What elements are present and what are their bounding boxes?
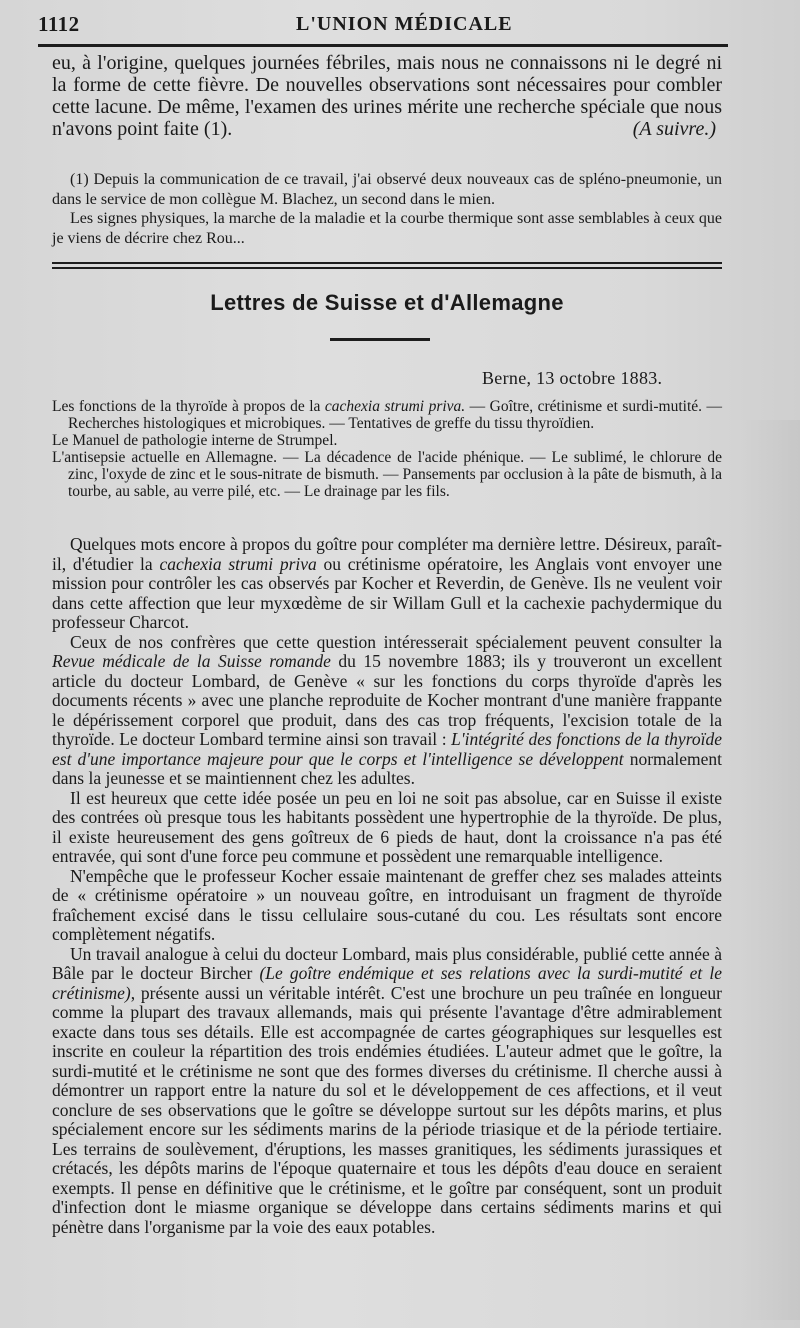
body-italic: L'intégrité des fonctions de la thyroïde est d'une importance majeure pour que le corps et l'intelligence se développent [52,729,722,769]
body-italic: (Le goître endémique et ses relations avec la surdi-mutité et le crétinisme) [52,963,723,1003]
summary-item [52,398,722,432]
running-title: L'UNION MÉDICALE [296,13,513,35]
body-paragraph: N'empêche que le professeur Kocher essaie maintenant de greffer chez ses malades atteints de « crétinisme opératoire » un nouveau goître, en introduisant un fragment de thyroïde fraîchement excisé dans le tissu cellulaire sous-cutané du cou. Les résultats sont encore complètement négatifs. [52,865,722,944]
header-rule [38,44,728,47]
summary-text: Les fonctions de la thyroïde à propos de la [52,398,321,415]
summary-item: L'antisepsie actuelle en Allemagne. — La décadence de l'acide phénique. — Le sublimé, le chlorure de zinc, l'oxyde de zinc et le sous-nitrate de bismuth. — Pansements par occlusion à la pâte de bismuth, à la tourbe, au sable, au verre pilé, etc. — Le drainage par les fils. [52,449,722,500]
continuation-paragraph [52,52,722,140]
page-header [38,10,728,40]
dateline: Berne, 13 octobre 1883. [482,368,663,388]
summary-item: Le Manuel de pathologie interne de Strumpel. [52,432,338,449]
body-italic: Revue médicale de la Suisse romande [52,651,331,671]
section-divider-bottom [52,267,722,269]
summary-italic: cachexia strumi priva. [324,398,466,415]
body-paragraph [52,633,722,789]
a-suivre-note: (A suivre.) [632,118,716,140]
body-paragraph: Il est heureux que cette idée posée un peu en loi ne soit pas absolue, car en Suisse il existe des contrées où presque tous les habitants possèdent une hypertrophie de la thyroïde. De plus, il existe heureusement des gens goîtreux de 6 pieds de haut, dont la croissance n'a pas été entravée, qui sont d'une force peu commune et possèdent une remarquable intelligence. [52,787,722,866]
footnote [52,170,722,248]
body-text: , présente aussi un véritable intérêt. C'est une brochure un peu traînée en longueur comme la plupart des travaux allemands, mais qui présente l'avantage d'être admirablement exacte dans tous ses détails. Elle est accompagnée de cartes géographiques sur lesquelles est inscrite en couleur la répartition des trois endémies étudiées. L'auteur admet que le goître, la surdi-mutité et le crétinisme ne sont que des formes diverses du crétinisme. Il cherche aussi à démontrer un rapport entre la nature du sol et le développement de ces affections, et il veut conclure de ses observations que le goître se développe surtout sur les dépôts marins, et plus spécialement encore sur les sédiments marins de la période triasique et de la période tertiaire. Les terrains de soulèvement, d'éruptions, les masses granitiques, les sédiments jurassiques et crétacés, les dépôts marins de l'époque quaternaire et tous les dépôts d'eau douce en seraient exempts. Il pense en définitive que le crétinisme, et le goître par conséquent, sont un produit d'infection dont le miasme organique se développe dans certains sédiments marins et qui pénètre dans l'organisme par la voie des eaux potables. [52,982,722,1237]
article-summary [52,398,722,500]
page-shading [740,420,800,1320]
body-text: Ceux de nos confrères que cette question intéresserait spécialement peuvent consulter la [70,631,722,652]
footnote-paragraph: (1) Depuis la communication de ce travail, j'ai observé deux nouveaux cas de spléno-pneumonie, un dans le service de mon collègue M. Blachez, un second dans le mien. [52,171,722,208]
body-paragraph [52,535,722,633]
footnote-paragraph: Les signes physiques, la marche de la maladie et la courbe thermique sont asse semblables à ceux que je viens de décrire chez Rou... [52,210,722,247]
body-text: normalement dans la jeunesse et se maintiennent chez les adultes. [52,748,723,788]
title-underline [330,338,430,341]
body-italic: cachexia strumi priva [159,553,317,574]
section-divider-top [52,262,722,264]
summary-text: — Goître, crétinisme et surdi-mutité. — Recherches histologiques et microbiques. — Tentatives de greffe du tissu thyroïdien. [68,398,723,432]
body-text: du 15 novembre 1883; ils y trouveront un excellent article du docteur Lombard, de Genève « sur les fonctions du corps thyroïde d'après les documents récents » avec une planche reproduite de Kocher montrant d'une manière frappante le dépérissement corporel que produit, dans des cas trop fréquents, l'excision totale de la thyroïde. Le docteur Lombard termine ainsi son travail : [52,651,722,749]
page-number: 1112 [38,12,80,36]
continuation-text: eu, à l'origine, quelques journées fébriles, mais nous ne connaissons ni le degré ni la forme de cette fièvre. De nouvelles observations sont nécessaires pour combler cette lacune. De même, l'examen des urines mérite une recherche spéciale que nous n'avons point faite (1). [52,52,722,140]
body-paragraph [52,945,722,1238]
section-title: Lettres de Suisse et d'Allemagne [210,290,564,315]
body-text: Un travail analogue à celui du docteur Lombard, mais plus considérable, publié cette année à Bâle par le docteur Bircher [52,943,722,983]
body-text: Quelques mots encore à propos du goître pour compléter ma dernière lettre. Désireux, paraît-il, d'étudier la [52,534,722,574]
article-body [52,535,722,1237]
body-text: ou crétinisme opératoire, les Anglais vont envoyer une mission pour contrôler les cas observés par Kocher et Reverdin, de Genève. Ils ne veulent voir dans cette affection que leur myxœdème de sir Willam Gull et la cachexie pachydermique du professeur Charcot. [52,553,723,632]
